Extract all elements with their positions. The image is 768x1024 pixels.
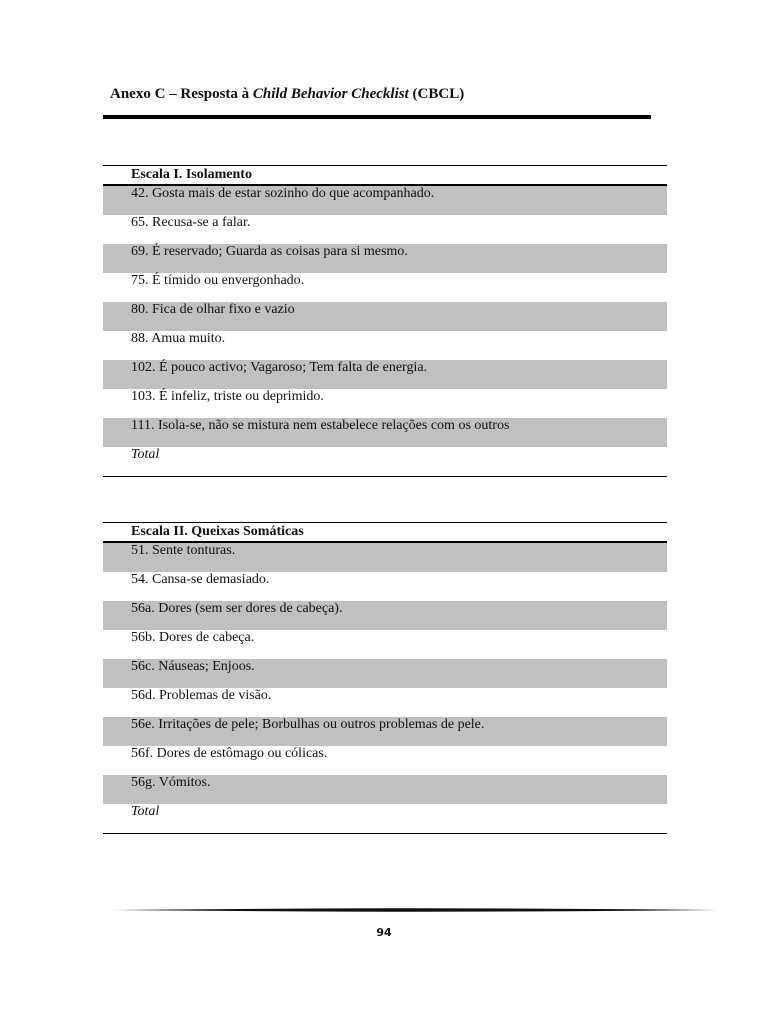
table-row — [103, 601, 667, 630]
scale-title: Escala II. Queixas Somáticas — [103, 523, 667, 543]
row-text: 111. Isola-se, não se mistura nem estabelece relações com os outros — [131, 418, 510, 433]
table-row — [103, 186, 667, 215]
table-row — [103, 659, 667, 688]
table-row — [103, 273, 667, 302]
scale-title: Escala I. Isolamento — [103, 166, 667, 186]
row-text: 56c. Náuseas; Enjoos. — [131, 659, 255, 674]
table-row — [103, 360, 667, 389]
row-text: 56f. Dores de estômago ou cólicas. — [131, 746, 328, 761]
table-row — [103, 717, 667, 746]
table-row — [103, 775, 667, 804]
row-text: 56a. Dores (sem ser dores de cabeça). — [131, 601, 343, 616]
row-text: 56g. Vómitos. — [131, 775, 211, 790]
scale-table-queixas-somaticas — [103, 522, 667, 834]
table-row — [103, 331, 667, 360]
table-row — [103, 572, 667, 601]
header-divider — [103, 115, 651, 119]
page-number: 94 — [376, 926, 392, 939]
row-text: 80. Fica de olhar fixo e vazio — [131, 302, 295, 317]
table-row — [103, 746, 667, 775]
row-text: 42. Gosta mais de estar sozinho do que acompanhado. — [131, 186, 435, 201]
header-title-italic: Child Behavior Checklist — [252, 86, 409, 102]
total-label: Total — [131, 804, 160, 819]
table-row — [103, 418, 667, 447]
page-header — [110, 86, 464, 103]
table-row — [103, 302, 667, 331]
row-text: 56e. Irritações de pele; Borbulhas ou outros problemas de pele. — [131, 717, 485, 732]
row-text: 88. Amua muito. — [131, 331, 226, 346]
total-label: Total — [131, 447, 160, 462]
table-row — [103, 215, 667, 244]
row-text: 54. Cansa-se demasiado. — [131, 572, 270, 587]
row-text: 103. É infeliz, triste ou deprimido. — [131, 389, 324, 404]
row-text: 65. Recusa-se a falar. — [131, 215, 251, 230]
row-text: 56b. Dores de cabeça. — [131, 630, 255, 645]
row-text: 51. Sente tonturas. — [131, 543, 236, 558]
row-text: 69. É reservado; Guarda as coisas para si mesmo. — [131, 244, 408, 259]
header-suffix: (CBCL) — [408, 86, 465, 102]
table-row — [103, 244, 667, 273]
row-text: 56d. Problemas de visão. — [131, 688, 272, 703]
table-row — [103, 389, 667, 418]
table-row — [103, 630, 667, 659]
scale-table-isolamento — [103, 165, 667, 477]
row-text: 75. É tímido ou envergonhado. — [131, 273, 305, 288]
footer-divider — [113, 908, 717, 911]
table-row — [103, 543, 667, 572]
row-text: 102. É pouco activo; Vagaroso; Tem falta de energia. — [131, 360, 428, 375]
header-prefix: Anexo C – Resposta à — [110, 86, 253, 102]
table-row — [103, 688, 667, 717]
